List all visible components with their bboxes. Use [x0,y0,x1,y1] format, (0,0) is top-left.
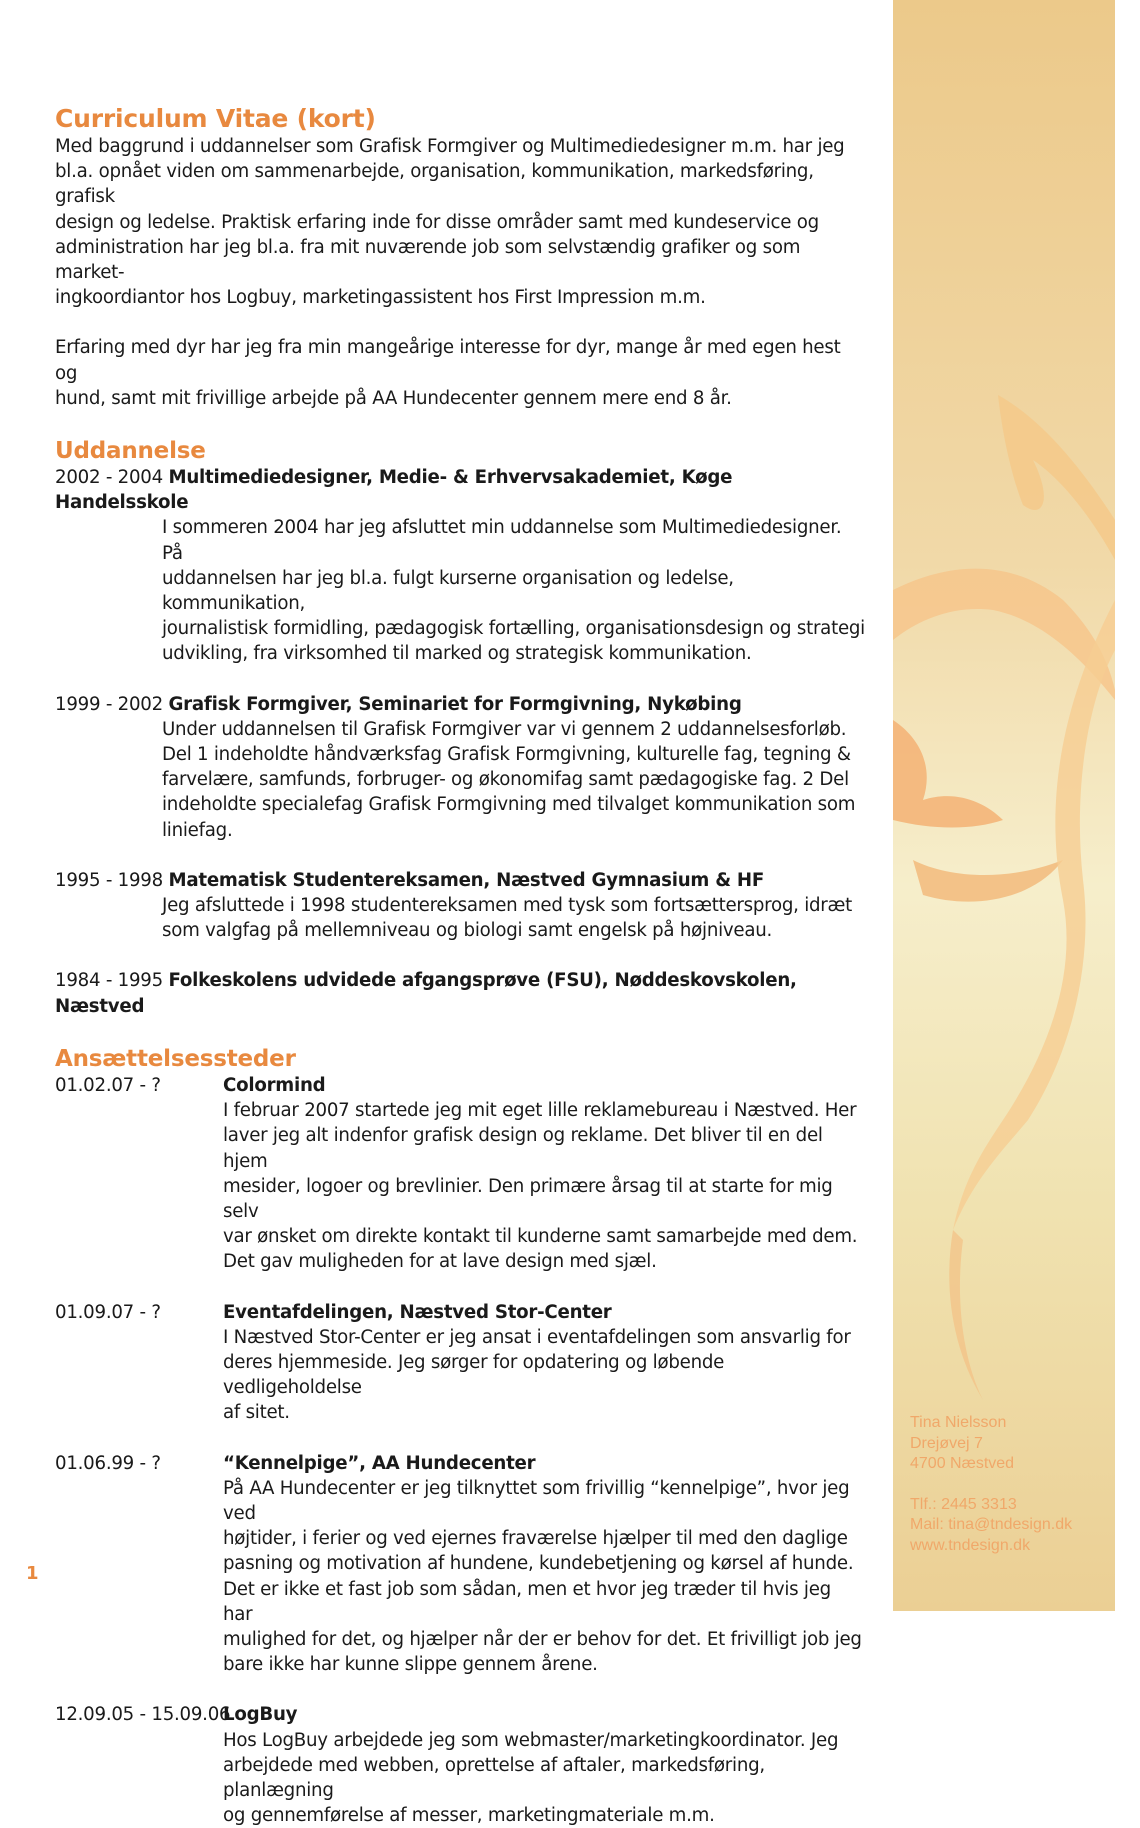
job-title: Colormind [223,1074,326,1096]
contact-city: 4700 Næstved [910,1455,1015,1472]
job-date: 01.09.07 - ? [55,1301,161,1323]
job-title: “Kennelpige”, AA Hundecenter [223,1452,536,1474]
education-years: 1995 - 1998 [55,869,163,891]
contact-name: Tina Nielsson [910,1414,1007,1431]
education-years: 2002 - 2004 [55,467,163,489]
education-description: I sommeren 2004 har jeg afsluttet min uddannelse som Multimediedesigner. På uddannelsen har jeg bl.a. fulgt kurserne organisation og ledelse, kommunikation, journalistisk formidling, pædagogisk fortælling, organisationsdesign og strategi udvikling, fra virksomhed til marked og strategisk kommunikation. [162,517,865,665]
education-item [55,968,865,1018]
education-item [55,692,865,843]
intro-paragraph-1: Med baggrund i uddannelser som Grafisk Formgiver og Multimediedesigner m.m. har jeg bl.a. opnået viden om sammenarbejde, organisation, kommunikation, markedsføring, grafisk design og ledelse. Praktisk erfaring inde for disse områder samt med kundeservice og administration har jeg bl.a. fra mit nuværende job som selvstændig grafiker og som market- ingkoordiantor hos Logbuy, marketingassistent hos First Impression m.m. [55,136,845,309]
education-years: 1999 - 2002 [55,693,163,715]
job-item: 01.06.99 - ? “Kennelpige”, AA Hundecenter På AA Hundecenter er jeg tilknyttet som frivillig “kennelpige”, hvor jeg ved højtider, i ferier og ved ejernes fraværelse hjælper til med den daglige pasning og motivation af hundene, kundebetjening og kørsel af hunde. Det er ikke et fast job som sådan, men et hvor jeg træder til hvis jeg har mulighed for det, og hjælper når der er behov for det. Et frivilligt job jeg bare ikke har kunne slippe gennem årene. [55,1451,865,1678]
job-date: 01.02.07 - ? [55,1074,161,1096]
education-title: Grafisk Formgiver, Seminariet for Formgivning, Nykøbing [168,693,742,715]
contact-mail[interactable]: Mail: tina@tndesign.dk [910,1516,1073,1533]
job-title: Eventafdelingen, Næstved Stor-Center [223,1301,612,1323]
cv-main-content [55,104,865,1828]
education-title: Folkeskolens udvidede afgangsprøve (FSU), Nøddeskovskolen, Næstved [55,970,797,1017]
intro-paragraph-2: Erfaring med dyr har jeg fra min mangeårige interesse for dyr, mange år med egen hest og hund, samt mit frivillige arbejde på AA Hundecenter gennem mere end 8 år. [55,337,841,409]
contact-street: Drejøvej 7 [910,1434,983,1452]
job-date: 12.09.05 - 15.09.06 [55,1704,231,1726]
contact-website[interactable]: www.tndesign.dk [910,1536,1031,1554]
job-title: LogBuy [223,1704,298,1726]
education-title: Multimediedesigner, Medie- & Erhvervsakademiet, Køge Handelsskole [55,467,733,514]
job-item: 12.09.05 - 15.09.06 LogBuy Hos LogBuy arbejdede jeg som webmaster/marketingkoordinator. Jeg arbejdede med webben, oprettelse af aftaler, markedsføring, planlægning og gennemførelse af messer, marketingmateriale m.m. [55,1702,865,1828]
education-item [55,465,865,667]
education-years: 1984 - 1995 [55,970,163,992]
job-date: 01.06.99 - ? [55,1452,161,1474]
education-item [55,868,865,944]
page-number: 1 [26,1563,39,1584]
education-description: Under uddannelsen til Grafisk Formgiver var vi gennem 2 uddannelsesforløb. Del 1 indeholdte håndværksfag Grafisk Formgivning, kulturelle fag, tegning & farvelære, samfunds, forbruger- og økonomifag samt pædagogiske fag. 2 Del indeholdte specialefag Grafisk Formgivning med tilvalget kommunikation som liniefag. [162,718,856,841]
page-title: Curriculum Vitae (kort) [55,104,376,133]
job-item: 01.09.07 - ? Eventafdelingen, Næstved Stor-Center I Næstved Stor-Center er jeg ansat i eventafdelingen som ansvarlig for deres hjemmeside. Jeg sørger for opdatering og løbende vedligeholdelse af sitet. [55,1300,865,1426]
contact-phone: Tlf.: 2445 3313 [910,1495,1017,1513]
jobs-heading: Ansættelsessteder [55,1045,296,1072]
education-description: Jeg afsluttede i 1998 studentereksamen med tysk som fortsættersprog, idræt som valgfag på mellemniveau og biologi samt engelsk på højniveau. [162,895,853,942]
contact-block [910,1413,1072,1556]
job-item: 01.02.07 - ? Colormind I februar 2007 startede jeg mit eget lille reklamebureau i Næstved. Her laver jeg alt indenfor grafisk design og reklame. Det bliver til en del hjem mesider, logoer og brevlinier. Den primære årsag til at starte for mig selv var ønsket om direkte kontakt til kunderne samt samarbejde med dem. Det gav muligheden for at lave design med sjæl. [55,1073,865,1275]
horse-illustration-icon [893,0,1115,1611]
education-title: Matematisk Studentereksamen, Næstved Gymnasium & HF [168,869,765,891]
decorative-sidebar [893,0,1115,1611]
education-heading: Uddannelse [55,438,206,465]
